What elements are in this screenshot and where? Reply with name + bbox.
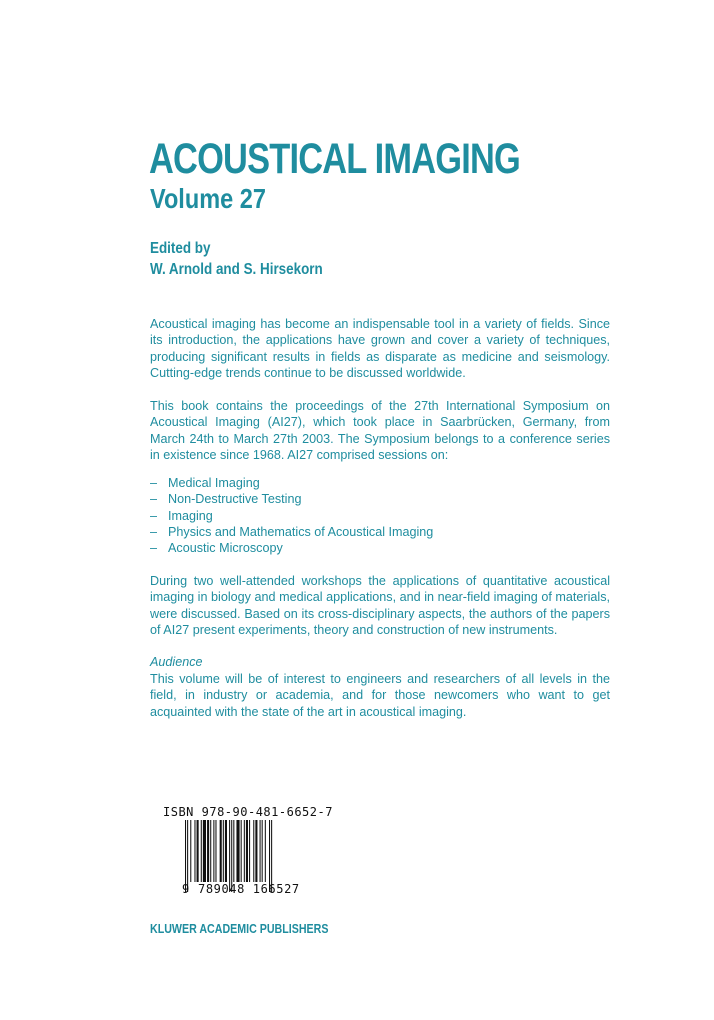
barcode-bar: [203, 820, 206, 882]
barcode-bar: [213, 820, 214, 882]
description-paragraph-2: This book contains the proceedings of the 27th International Symposium on Acoustical Imaging (AI27), which took place in Saarbrücken, Germany, from March 24th to March 27th 2003. The Symposium belongs to a conference series in existence since 1968. AI27 comprised sessions on:: [150, 399, 610, 462]
barcode-bar: [249, 820, 250, 882]
barcode-first-digit: 9: [182, 882, 190, 896]
barcode-bar: [260, 820, 261, 882]
barcode-bar: [262, 820, 263, 882]
barcode-bar: [236, 820, 239, 882]
barcode-bar: [255, 820, 257, 882]
barcode-bar: [201, 820, 202, 882]
barcode-bar: [265, 820, 266, 882]
audience-heading: Audience: [150, 655, 203, 669]
barcode-bar: [233, 820, 234, 882]
list-item: [150, 475, 610, 491]
barcode-bar: [210, 820, 211, 882]
book-title: ACOUSTICAL IMAGING: [149, 135, 521, 183]
barcode-bar: [253, 820, 254, 882]
bullet-dash: –: [150, 476, 158, 490]
session-label: Physics and Mathematics of Acoustical Imaging: [168, 524, 434, 539]
volume-number: Volume 27: [150, 183, 266, 214]
barcode-bar: [220, 820, 222, 882]
description-paragraph-3: During two well-attended workshops the applications of quantitative acoustical imaging in biology and medical applications, and in near-field imaging of materials, were discussed. Based on its cross-disciplinary aspects, the authors of the papers of AI27 present experiments, theory and construction of new instruments.: [150, 574, 610, 637]
session-label: Non-Destructive Testing: [168, 492, 302, 507]
list-item: [150, 508, 610, 524]
bullet-dash: –: [150, 508, 158, 523]
publisher-name: KLUWER ACADEMIC PUBLISHERS: [150, 921, 329, 936]
barcode-bar: [244, 820, 245, 882]
isbn-label: ISBN 978-90-481-6652-7: [163, 805, 333, 819]
barcode-bar: [246, 820, 248, 882]
session-label: Medical Imaging: [168, 476, 260, 490]
barcode-digits: 789048 166527: [198, 882, 300, 896]
barcode-bar: [225, 820, 227, 882]
sessions-list: [150, 475, 610, 556]
barcode-bar: [190, 820, 191, 882]
bullet-dash: –: [150, 541, 158, 556]
bullet-dash: –: [150, 524, 158, 539]
bullet-dash: –: [150, 492, 158, 507]
barcode-bar: [207, 820, 209, 882]
barcode-bar: [241, 820, 242, 882]
edited-by-label: Edited by: [150, 240, 211, 257]
barcode-bar: [215, 820, 216, 882]
session-label: Acoustic Microscopy: [168, 541, 283, 556]
barcode-bar: [197, 820, 199, 882]
list-item: [150, 491, 610, 507]
description-paragraph-1: Acoustical imaging has become an indispensable tool in a variety of fields. Since its introduction, the applications have grown and cover a variety of techniques, producing significant results in fields as disparate as medicine and seismology. Cutting-edge trends continue to be discussed worldwide.: [150, 317, 610, 380]
audience-text: This volume will be of interest to engineers and researchers of all levels in the field, in industry or academia, and for those newcomers who want to get acquainted with the state of the art in acoustical imaging.: [150, 672, 610, 719]
barcode-bar: [223, 820, 224, 882]
list-item: [150, 524, 610, 540]
editors-names: W. Arnold and S. Hirsekorn: [150, 261, 323, 278]
barcode-bar: [194, 820, 195, 882]
list-item: [150, 540, 610, 556]
session-label: Imaging: [168, 508, 213, 523]
